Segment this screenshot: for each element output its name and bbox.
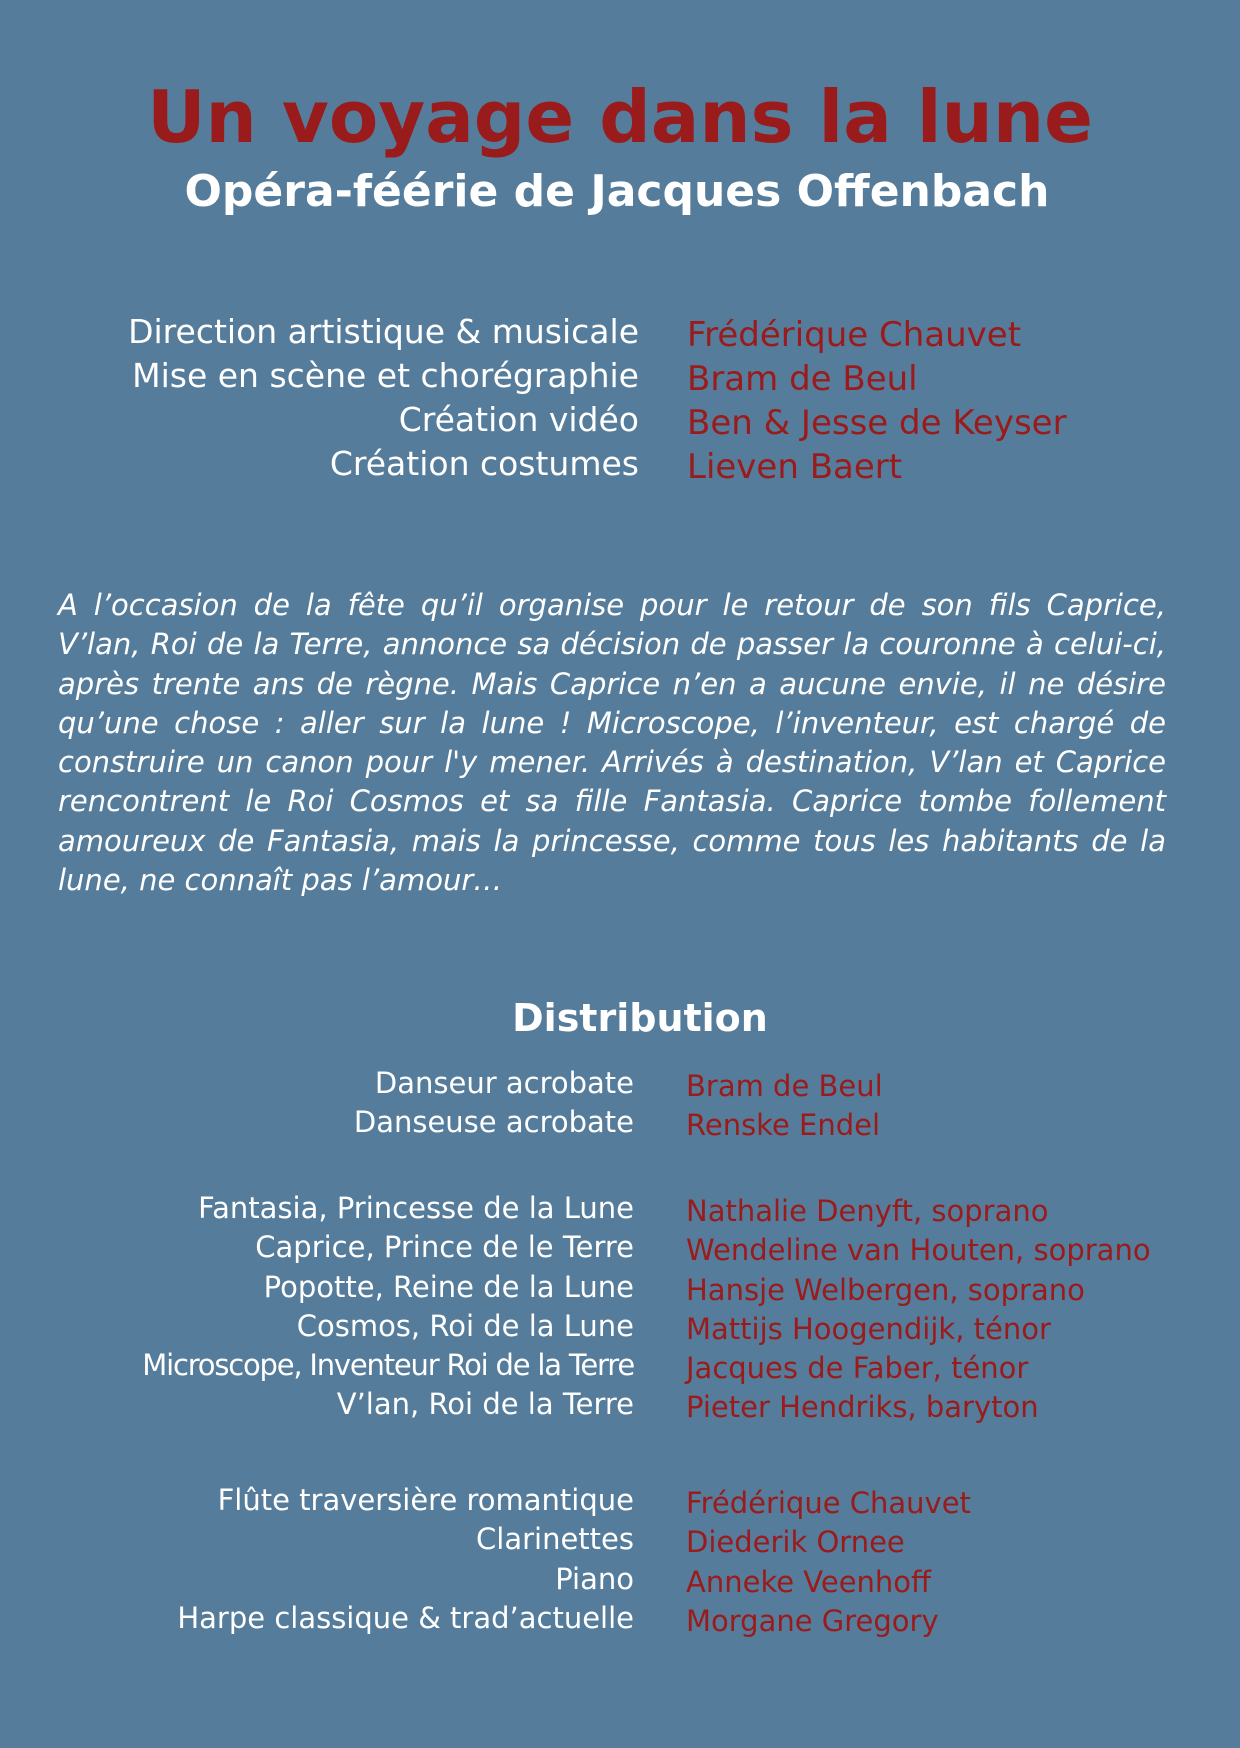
credit-row [0,354,1240,398]
cast-role: Flûte traversière romantique [217,1483,634,1517]
credit-role: Mise en scène et chorégraphie [132,356,639,395]
page-title: Un voyage dans la lune [147,75,1093,159]
credit-row [0,310,1240,354]
cast-role: Harpe classique & trad’actuelle [177,1600,634,1635]
creative-credits [0,310,1240,486]
cast-name: Renske Endel [686,1108,881,1143]
cast-row [0,1385,1240,1424]
cast-name: Bram de Beul [686,1069,883,1103]
credit-name: Ben & Jesse de Keyser [687,403,1067,443]
cast-role: Danseuse acrobate [353,1105,634,1140]
credit-name: Lieven Baert [687,447,903,487]
credit-name: Frédérique Chauvet [687,315,1022,355]
synopsis-paragraph: A l’occasion de la fête qu’il organise pour le retour de son fils Caprice, V’lan, Roi de la Terre, annonce sa décision de passer la couronne à celui-ci, après trente ans de règne. Mais Caprice n’en a aucune envie, il ne désire qu’une chose : aller sur la lune ! Microscope, l’inventeur, est chargé de construire un canon pour l'y mener. Arrivés à destination, V’lan et Caprice rencontrent le Roi Cosmos et sa fille Fantasia. Caprice tombe follement amoureux de Fantasia, mais la princesse, comme tous les habitants de la lune, ne connaît pas l’amour… [58,588,1166,898]
cast-name: Hansje Welbergen, soprano [686,1272,1085,1307]
cast-name: Anneke Veenhoff [686,1564,932,1599]
cast-name: Nathalie Denyft, soprano [686,1194,1049,1228]
cast-name: Diederik Ornee [686,1525,905,1560]
cast-row [0,1228,1240,1267]
cast-role: Fantasia, Princesse de la Lune [198,1191,634,1225]
credit-row [0,442,1240,486]
cast-name: Pieter Hendriks, baryton [686,1390,1039,1425]
credit-role: Création costumes [329,444,639,483]
cast-row [0,1520,1240,1559]
cast-role: Caprice, Prince de le Terre [255,1230,634,1265]
cast-role: Danseur acrobate [374,1066,634,1100]
cast-role: Clarinettes [476,1522,634,1557]
cast-row [0,1560,1240,1599]
cast-role: Microscope, Inventeur Roi de la Terre [142,1348,634,1383]
cast-role: Piano [555,1561,634,1596]
credit-name: Bram de Beul [687,359,918,399]
cast-name: Morgane Gregory [686,1603,939,1638]
cast-name: Frédérique Chauvet [686,1486,971,1520]
cast-row [0,1064,1240,1103]
dancers-list [0,1064,1240,1143]
cast-name: Jacques de Faber, ténor [686,1351,1029,1386]
cast-name: Mattijs Hoogendijk, ténor [686,1311,1051,1346]
singers-list [0,1189,1240,1425]
cast-row [0,1103,1240,1142]
cast-row [0,1481,1240,1520]
cast-row [0,1599,1240,1638]
cast-role: V’lan, Roi de la Terre [336,1387,634,1422]
cast-row [0,1189,1240,1228]
credit-role: Direction artistique & musicale [128,312,639,351]
cast-row [0,1268,1240,1307]
cast-role: Cosmos, Roi de la Lune [296,1308,634,1343]
musicians-list [0,1481,1240,1638]
cast-role: Popotte, Reine de la Lune [263,1269,634,1304]
credit-row [0,398,1240,442]
credit-role: Création vidéo [398,400,639,439]
cast-name: Wendeline van Houten, soprano [686,1233,1151,1268]
cast-row [0,1346,1240,1385]
cast-row [0,1307,1240,1346]
distribution-heading: Distribution [512,996,768,1040]
page-subtitle: Opéra-féérie de Jacques Offenbach [184,166,1050,217]
